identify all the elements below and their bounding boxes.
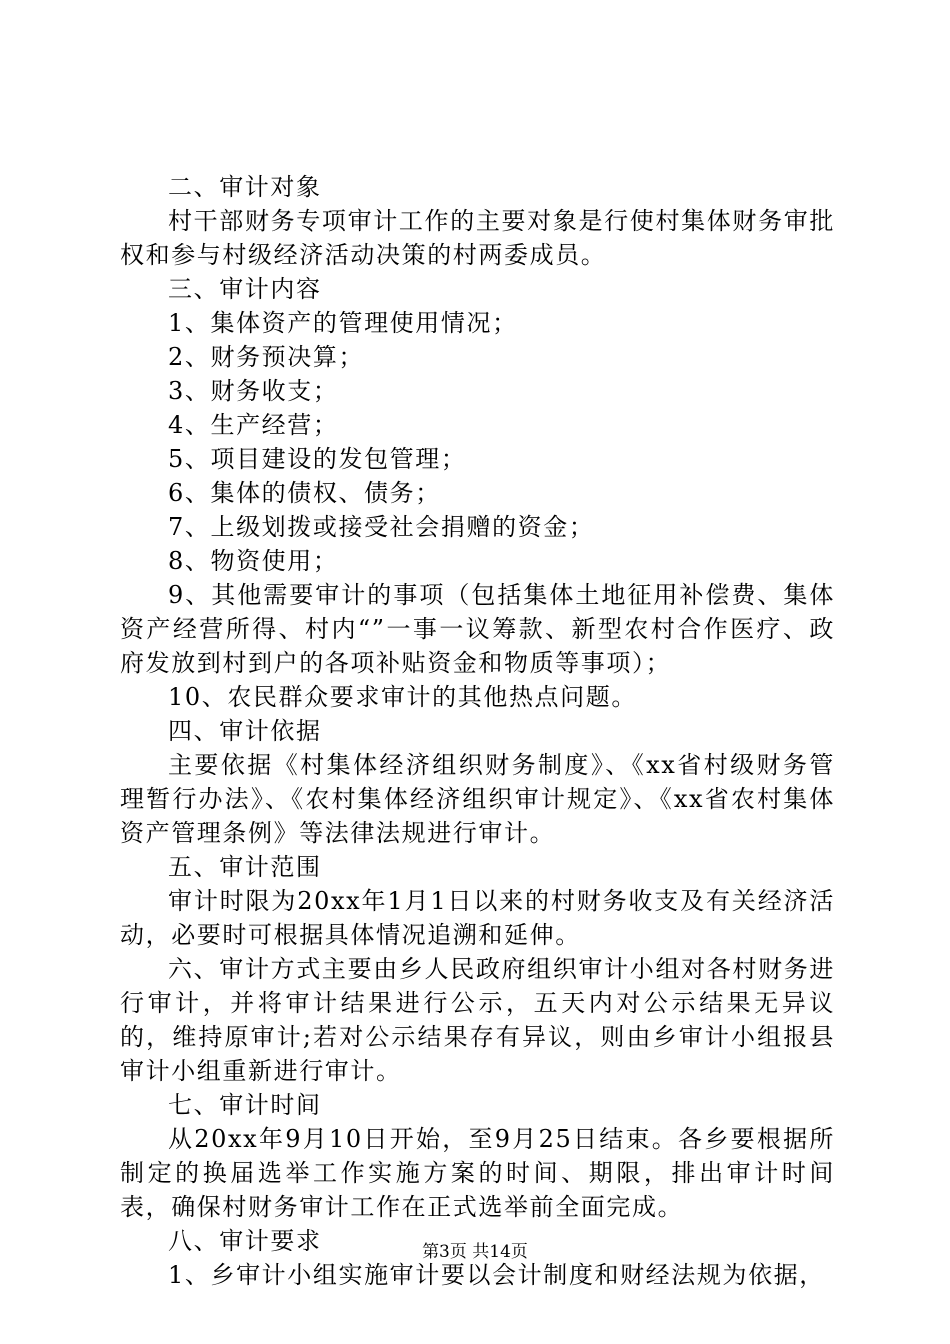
- list-item-7: 7、上级划拨或接受社会捐赠的资金；: [168, 513, 595, 541]
- list-item-5: 5、项目建设的发包管理；: [168, 445, 467, 473]
- section-heading-audit-requirements: 八、审计要求: [168, 1227, 322, 1255]
- list-item-8: 8、物资使用；: [168, 547, 339, 575]
- list-item-6: 6、集体的债权、债务；: [168, 479, 441, 507]
- list-item-2: 2、财务预决算；: [168, 343, 365, 371]
- page-footer: 第3页 共14页: [422, 1242, 528, 1262]
- section-heading-audit-basis: 四、审计依据: [168, 717, 322, 745]
- list-item-4: 4、生产经营；: [168, 411, 339, 439]
- section-heading-audit-scope: 五、审计范围: [168, 853, 322, 881]
- paragraph-audit-method: 六、审计方式主要由乡人民政府组织审计小组对各村财务进行审计，并将审计结果进行公示，五天内对公示结果无异议的，维持原审计;若对公示结果存有异议，则由乡审计小组报县审计小组重新进行审计。: [120, 955, 835, 1085]
- paragraph-audit-object: 村干部财务专项审计工作的主要对象是行使村集体财务审批权和参与村级经济活动决策的村两委成员。: [120, 207, 835, 269]
- list-item-1: 1、集体资产的管理使用情况；: [168, 309, 518, 337]
- paragraph-requirement-1: 1、乡审计小组实施审计要以会计制度和财经法规为依据，: [168, 1261, 825, 1289]
- paragraph-audit-basis: 主要依据《村集体经济组织财务制度》、《xx省村级财务管理暂行办法》、《农村集体经济组织审计规定》、《xx省农村集体资产管理条例》等法律法规进行审计。: [120, 751, 835, 847]
- section-heading-audit-time: 七、审计时间: [168, 1091, 322, 1119]
- paragraph-audit-time: 从20xx年9月10日开始，至9月25日结束。各乡要根据所制定的换届选举工作实施方案的时间、期限，排出审计时间表，确保村财务审计工作在正式选举前全面完成。: [120, 1125, 835, 1221]
- paragraph-audit-scope: 审计时限为20xx年1月1日以来的村财务收支及有关经济活动，必要时可根据具体情况追溯和延伸。: [120, 887, 835, 949]
- section-heading-audit-content: 三、审计内容: [168, 275, 322, 303]
- document-body: [120, 170, 835, 1292]
- list-item-10: 10、农民群众要求审计的其他热点问题。: [168, 683, 637, 711]
- list-item-9: 9、其他需要审计的事项（包括集体土地征用补偿费、集体资产经营所得、村内“”一事一议筹款、新型农村合作医疗、政府发放到村到户的各项补贴资金和物质等事项）；: [120, 581, 835, 677]
- section-heading-audit-object: 二、审计对象: [168, 173, 322, 201]
- list-item-3: 3、财务收支；: [168, 377, 339, 405]
